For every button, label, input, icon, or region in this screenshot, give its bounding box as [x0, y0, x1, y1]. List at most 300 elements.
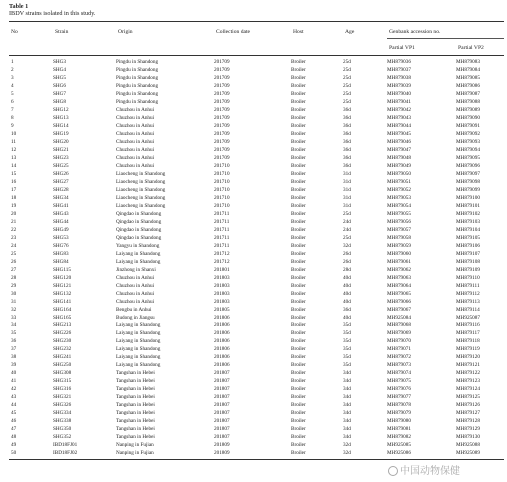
cell-origin: Qingdao in Shandong	[116, 210, 162, 217]
cell-no: 46	[11, 418, 17, 425]
table-row	[9, 275, 504, 283]
cell-host: Broiler	[291, 266, 306, 273]
cell-partial-vp1: MH879070	[387, 338, 411, 345]
cell-partial-vp1: MH879074	[387, 370, 411, 377]
cell-no: 33	[11, 314, 17, 321]
cell-strain: SHG120	[53, 274, 72, 281]
cell-no: 23	[11, 234, 17, 241]
cell-no: 29	[11, 282, 17, 289]
cell-collection-date: 201711	[214, 234, 230, 241]
genbank-subrule	[387, 38, 504, 39]
cell-no: 35	[11, 330, 17, 337]
cell-collection-date: 201807	[214, 434, 230, 441]
cell-partial-vp1: MH879080	[387, 418, 411, 425]
table-row	[9, 219, 504, 227]
table-row	[9, 171, 504, 179]
cell-strain: SHG4	[53, 66, 66, 73]
cell-partial-vp1: MH879073	[387, 362, 411, 369]
cell-strain: SHG14	[53, 122, 69, 129]
cell-strain: SHG350	[53, 426, 72, 433]
watermark-text: 中国动物保健	[400, 466, 460, 477]
cell-collection-date: 201807	[214, 418, 230, 425]
cell-partial-vp2: MH879120	[456, 354, 480, 361]
cell-partial-vp2: MH879117	[456, 330, 480, 337]
cell-partial-vp1: MH879079	[387, 410, 411, 417]
cell-age: 34d	[343, 370, 351, 377]
table-row	[9, 299, 504, 307]
cell-partial-vp2: MH879092	[456, 130, 480, 137]
cell-collection-date: 201807	[214, 386, 230, 393]
cell-no: 27	[11, 266, 17, 273]
header-partial-vp2: Partial VP2	[458, 45, 484, 51]
cell-origin: Laiyang in Shandong	[116, 338, 161, 345]
cell-no: 19	[11, 202, 17, 209]
cell-host: Broiler	[291, 362, 306, 369]
cell-strain: SHG53	[53, 234, 69, 241]
cell-collection-date: 201711	[214, 210, 230, 217]
cell-host: Broiler	[291, 130, 306, 137]
cell-host: Broiler	[291, 59, 306, 65]
cell-origin: Laiyang in Shandong	[116, 322, 161, 329]
cell-age: 35d	[343, 354, 351, 361]
cell-no: 40	[11, 370, 17, 377]
cell-origin: Tangshan in Hebei	[116, 402, 155, 409]
cell-collection-date: 201712	[214, 258, 230, 265]
cell-collection-date: 201807	[214, 378, 230, 385]
cell-no: 14	[11, 162, 17, 169]
cell-collection-date: 201806	[214, 322, 230, 329]
table-row	[9, 346, 504, 354]
cell-origin: Liaocheng in Shandong	[116, 194, 166, 201]
top-rule	[9, 21, 504, 22]
cell-host: Broiler	[291, 66, 306, 73]
header-origin: Origin	[118, 29, 133, 35]
cell-age: 31d	[343, 186, 351, 193]
cell-collection-date: 201806	[214, 314, 230, 321]
table-row	[9, 410, 504, 418]
header-bottom-rule	[9, 55, 504, 56]
cell-age: 31d	[343, 170, 351, 177]
cell-partial-vp1: MH879075	[387, 378, 411, 385]
cell-collection-date: 201710	[214, 186, 230, 193]
table-row	[9, 195, 504, 203]
table-row	[9, 450, 504, 458]
cell-partial-vp2: MH879096	[456, 162, 480, 169]
cell-strain: SHG213	[53, 322, 72, 329]
cell-no: 47	[11, 426, 17, 433]
cell-strain: SHG232	[53, 346, 72, 353]
cell-partial-vp2: MH879083	[456, 59, 480, 65]
cell-strain: SHG164	[53, 306, 72, 313]
cell-collection-date: 201710	[214, 202, 230, 209]
cell-no: 34	[11, 322, 17, 329]
cell-origin: Chuzhou in Anhui	[116, 282, 155, 289]
cell-age: 25d	[343, 82, 351, 89]
cell-collection-date: 201806	[214, 330, 230, 337]
table-row	[9, 402, 504, 410]
cell-age: 36d	[343, 122, 351, 129]
cell-collection-date: 201709	[214, 106, 230, 113]
cell-partial-vp2: MH879122	[456, 370, 480, 377]
cell-origin: Chuzhou in Anhui	[116, 146, 155, 153]
cell-origin: Liaocheng in Shandong	[116, 178, 166, 185]
table-row	[9, 107, 504, 115]
cell-partial-vp2: MH879107	[456, 250, 480, 257]
cell-partial-vp1: MH879056	[387, 218, 411, 225]
cell-no: 1	[11, 59, 14, 65]
cell-host: Broiler	[291, 442, 306, 449]
cell-strain: SHG5	[53, 74, 66, 81]
cell-no: 37	[11, 346, 17, 353]
cell-partial-vp1: MH879048	[387, 154, 411, 161]
cell-partial-vp2: MH879126	[456, 402, 480, 409]
cell-host: Broiler	[291, 330, 306, 337]
table-label: Table 1	[9, 3, 29, 10]
cell-no: 16	[11, 178, 17, 185]
cell-partial-vp1: MH879045	[387, 130, 411, 137]
cell-collection-date: 201709	[214, 66, 230, 73]
cell-partial-vp2: MH879086	[456, 82, 480, 89]
strains-table	[9, 59, 504, 458]
cell-collection-date: 201806	[214, 338, 230, 345]
cell-partial-vp1: MH879072	[387, 354, 411, 361]
cell-partial-vp2: MH879098	[456, 178, 480, 185]
table-row	[9, 418, 504, 426]
header-age: Age	[345, 29, 355, 35]
cell-origin: Nanping in Fujian	[116, 442, 154, 449]
watermark	[388, 462, 460, 477]
cell-partial-vp1: MH879076	[387, 386, 411, 393]
cell-partial-vp1: MH879067	[387, 306, 411, 313]
table-row	[9, 67, 504, 75]
cell-partial-vp2: MH879109	[456, 266, 480, 273]
table-row	[9, 307, 504, 315]
cell-strain: SHG3	[53, 59, 66, 65]
cell-partial-vp2: MH879102	[456, 210, 480, 217]
table-row	[9, 322, 504, 330]
cell-host: Broiler	[291, 194, 306, 201]
cell-collection-date: 201803	[214, 282, 230, 289]
cell-host: Broiler	[291, 234, 306, 241]
cell-host: Broiler	[291, 322, 306, 329]
cell-strain: SHG49	[53, 226, 69, 233]
cell-collection-date: 201710	[214, 194, 230, 201]
cell-age: 25d	[343, 66, 351, 73]
cell-no: 24	[11, 242, 17, 249]
cell-host: Broiler	[291, 170, 306, 177]
bottom-rule	[9, 459, 504, 460]
cell-origin: Pingdu in Shandong	[116, 66, 159, 73]
cell-no: 6	[11, 98, 14, 105]
cell-partial-vp1: MH879065	[387, 290, 411, 297]
cell-host: Broiler	[291, 162, 306, 169]
cell-age: 25d	[343, 74, 351, 81]
cell-strain: SHG84	[53, 258, 69, 265]
cell-collection-date: 201807	[214, 410, 230, 417]
cell-host: Broiler	[291, 178, 306, 185]
cell-partial-vp2: MH879101	[456, 202, 480, 209]
cell-age: 31d	[343, 202, 351, 209]
header-partial-vp1: Partial VP1	[389, 45, 415, 51]
cell-host: Broiler	[291, 314, 306, 321]
cell-no: 41	[11, 378, 17, 385]
cell-collection-date: 201709	[214, 114, 230, 121]
cell-host: Broiler	[291, 282, 306, 289]
cell-host: Broiler	[291, 298, 306, 305]
cell-partial-vp2: MH879099	[456, 186, 480, 193]
cell-no: 5	[11, 90, 14, 97]
cell-strain: SHG7	[53, 90, 66, 97]
cell-strain: SHG241	[53, 354, 72, 361]
cell-strain: SHG21	[53, 146, 69, 153]
cell-partial-vp1: MH879071	[387, 346, 411, 353]
cell-host: Broiler	[291, 418, 306, 425]
cell-origin: Pingdu in Shandong	[116, 90, 159, 97]
cell-partial-vp2: MH879088	[456, 98, 480, 105]
cell-strain: SHG165	[53, 314, 72, 321]
cell-partial-vp1: MH879042	[387, 106, 411, 113]
cell-no: 45	[11, 410, 17, 417]
cell-strain: SHG8	[53, 98, 66, 105]
cell-partial-vp1: MH879040	[387, 90, 411, 97]
strains-table-body	[9, 59, 504, 458]
cell-strain: SHG41	[53, 202, 69, 209]
cell-strain: SHG308	[53, 370, 72, 377]
table-row	[9, 83, 504, 91]
cell-host: Broiler	[291, 378, 306, 385]
cell-partial-vp2: MH879091	[456, 122, 480, 129]
cell-no: 43	[11, 394, 17, 401]
table-row	[9, 235, 504, 243]
cell-strain: SHG25	[53, 162, 69, 169]
cell-origin: Qingdao in Shandong	[116, 234, 162, 241]
cell-collection-date: 201807	[214, 402, 230, 409]
cell-age: 32d	[343, 450, 351, 457]
cell-host: Broiler	[291, 434, 306, 441]
cell-partial-vp2: MH879089	[456, 106, 480, 113]
cell-no: 25	[11, 250, 17, 257]
cell-age: 32d	[343, 242, 351, 249]
cell-strain: SHG250	[53, 362, 72, 369]
cell-partial-vp1: MH879058	[387, 234, 411, 241]
cell-host: Broiler	[291, 242, 306, 249]
cell-origin: Laiyang in Shandong	[116, 250, 161, 257]
cell-strain: IBD18FJ01	[53, 442, 78, 449]
cell-age: 26d	[343, 258, 351, 265]
cell-origin: Tangshan in Hebei	[116, 410, 155, 417]
cell-strain: SHG226	[53, 330, 72, 337]
cell-host: Broiler	[291, 154, 306, 161]
cell-age: 40d	[343, 290, 351, 297]
cell-no: 17	[11, 186, 17, 193]
cell-age: 35d	[343, 322, 351, 329]
cell-host: Broiler	[291, 226, 306, 233]
cell-age: 36d	[343, 106, 351, 113]
cell-partial-vp2: MH879110	[456, 274, 480, 281]
cell-no: 50	[11, 450, 17, 457]
cell-age: 24d	[343, 226, 351, 233]
cell-age: 36d	[343, 114, 351, 121]
cell-partial-vp2: MH879113	[456, 298, 480, 305]
table-row	[9, 386, 504, 394]
cell-strain: SHG27	[53, 178, 69, 185]
cell-collection-date: 201710	[214, 178, 230, 185]
cell-strain: SHG121	[53, 282, 72, 289]
cell-collection-date: 201803	[214, 274, 230, 281]
cell-collection-date: 201712	[214, 250, 230, 257]
cell-host: Broiler	[291, 106, 306, 113]
cell-origin: Tangshan in Hebei	[116, 394, 155, 401]
table-row	[9, 283, 504, 291]
cell-host: Broiler	[291, 370, 306, 377]
cell-host: Broiler	[291, 426, 306, 433]
table-row	[9, 426, 504, 434]
table-row	[9, 155, 504, 163]
cell-origin: Tangshan in Hebei	[116, 434, 155, 441]
cell-strain: SHG326	[53, 402, 72, 409]
table-row	[9, 259, 504, 267]
watermark-logo-icon	[388, 466, 398, 476]
cell-host: Broiler	[291, 306, 306, 313]
cell-no: 18	[11, 194, 17, 201]
cell-collection-date: 201709	[214, 98, 230, 105]
cell-no: 38	[11, 354, 17, 361]
cell-collection-date: 201709	[214, 154, 230, 161]
cell-partial-vp1: MH879050	[387, 170, 411, 177]
cell-origin: Budong in Jiangsu	[116, 314, 155, 321]
cell-origin: Bengbu in Anhui	[116, 306, 152, 313]
cell-partial-vp2: MH879085	[456, 74, 480, 81]
cell-no: 42	[11, 386, 17, 393]
cell-collection-date: 201809	[214, 450, 230, 457]
cell-strain: SHG6	[53, 82, 66, 89]
cell-no: 8	[11, 114, 14, 121]
cell-collection-date: 201807	[214, 426, 230, 433]
cell-partial-vp2: MH879124	[456, 386, 480, 393]
cell-host: Broiler	[291, 258, 306, 265]
cell-partial-vp2: MH879106	[456, 242, 480, 249]
cell-host: Broiler	[291, 354, 306, 361]
cell-collection-date: 201709	[214, 130, 230, 137]
cell-host: Broiler	[291, 82, 306, 89]
cell-age: 35d	[343, 330, 351, 337]
cell-strain: SHG28	[53, 186, 69, 193]
cell-origin: Pingdu in Shandong	[116, 59, 159, 65]
cell-collection-date: 201803	[214, 290, 230, 297]
cell-origin: Pingdu in Shandong	[116, 98, 159, 105]
cell-partial-vp1: MH879051	[387, 178, 411, 185]
cell-partial-vp1: MH879063	[387, 274, 411, 281]
cell-age: 34d	[343, 402, 351, 409]
cell-no: 12	[11, 146, 17, 153]
cell-partial-vp1: MH879057	[387, 226, 411, 233]
cell-age: 36d	[343, 130, 351, 137]
cell-strain: SHG34	[53, 194, 69, 201]
cell-host: Broiler	[291, 338, 306, 345]
cell-partial-vp1: MH879059	[387, 242, 411, 249]
cell-host: Broiler	[291, 186, 306, 193]
cell-partial-vp2: MH879094	[456, 146, 480, 153]
cell-strain: SHG321	[53, 394, 72, 401]
cell-origin: Laiyang in Shandong	[116, 362, 161, 369]
cell-partial-vp1: MH879038	[387, 74, 411, 81]
cell-collection-date: 201807	[214, 394, 230, 401]
cell-partial-vp1: MH879068	[387, 322, 411, 329]
cell-strain: SHG338	[53, 418, 72, 425]
cell-partial-vp1: MH879037	[387, 66, 411, 73]
table-row	[9, 315, 504, 323]
header-no: No	[11, 29, 18, 35]
cell-origin: Tangshan in Hebei	[116, 418, 155, 425]
cell-origin: Qingdao in Shandong	[116, 218, 162, 225]
cell-no: 44	[11, 402, 17, 409]
cell-partial-vp2: MH879097	[456, 170, 480, 177]
cell-collection-date: 201801	[214, 266, 230, 273]
cell-age: 36d	[343, 138, 351, 145]
table-row	[9, 362, 504, 370]
cell-origin: Tangshan in Hebei	[116, 386, 155, 393]
cell-partial-vp1: MH879047	[387, 146, 411, 153]
cell-origin: Liaocheng in Shandong	[116, 186, 166, 193]
cell-partial-vp1: MH879039	[387, 82, 411, 89]
cell-origin: Tangshan in Hebei	[116, 378, 155, 385]
header-strain: Strain	[55, 29, 69, 35]
cell-age: 25d	[343, 98, 351, 105]
cell-collection-date: 201806	[214, 346, 230, 353]
cell-origin: Pingdu in Shandong	[116, 74, 159, 81]
table-row	[9, 75, 504, 83]
cell-partial-vp2: MH879125	[456, 394, 480, 401]
cell-strain: SHG26	[53, 170, 69, 177]
cell-origin: Laiyang in Shandong	[116, 258, 161, 265]
cell-no: 4	[11, 82, 14, 89]
cell-partial-vp2: MH879084	[456, 66, 480, 73]
cell-origin: Chuzhou in Anhui	[116, 106, 155, 113]
cell-age: 34d	[343, 410, 351, 417]
cell-host: Broiler	[291, 202, 306, 209]
table-row	[9, 203, 504, 211]
cell-strain: SHG43	[53, 210, 69, 217]
cell-strain: SHG334	[53, 410, 72, 417]
table-row	[9, 378, 504, 386]
header-genbank: Genbank accession no.	[389, 29, 441, 35]
cell-partial-vp1: MH925084	[387, 314, 411, 321]
cell-partial-vp1: MH879044	[387, 122, 411, 129]
cell-partial-vp2: MH879130	[456, 434, 480, 441]
header-host: Host	[293, 29, 304, 35]
cell-strain: SHG44	[53, 218, 69, 225]
cell-origin: Qingdao in Shandong	[116, 226, 162, 233]
cell-collection-date: 201806	[214, 362, 230, 369]
cell-collection-date: 201709	[214, 82, 230, 89]
cell-partial-vp2: MH879093	[456, 138, 480, 145]
cell-origin: Tangshan in Hebei	[116, 426, 155, 433]
cell-age: 34d	[343, 418, 351, 425]
cell-no: 15	[11, 170, 17, 177]
cell-strain: SHG115	[53, 266, 71, 273]
cell-partial-vp2: MH879118	[456, 338, 480, 345]
table-row	[9, 291, 504, 299]
cell-partial-vp2: MH879121	[456, 362, 480, 369]
cell-origin: Yangyu in Shandong	[116, 242, 160, 249]
cell-partial-vp1: MH879062	[387, 266, 411, 273]
table-row	[9, 394, 504, 402]
cell-age: 34d	[343, 386, 351, 393]
cell-partial-vp1: MH879060	[387, 250, 411, 257]
cell-origin: Chuzhou in Anhui	[116, 290, 155, 297]
table-row	[9, 139, 504, 147]
cell-partial-vp1: MH879052	[387, 186, 411, 193]
